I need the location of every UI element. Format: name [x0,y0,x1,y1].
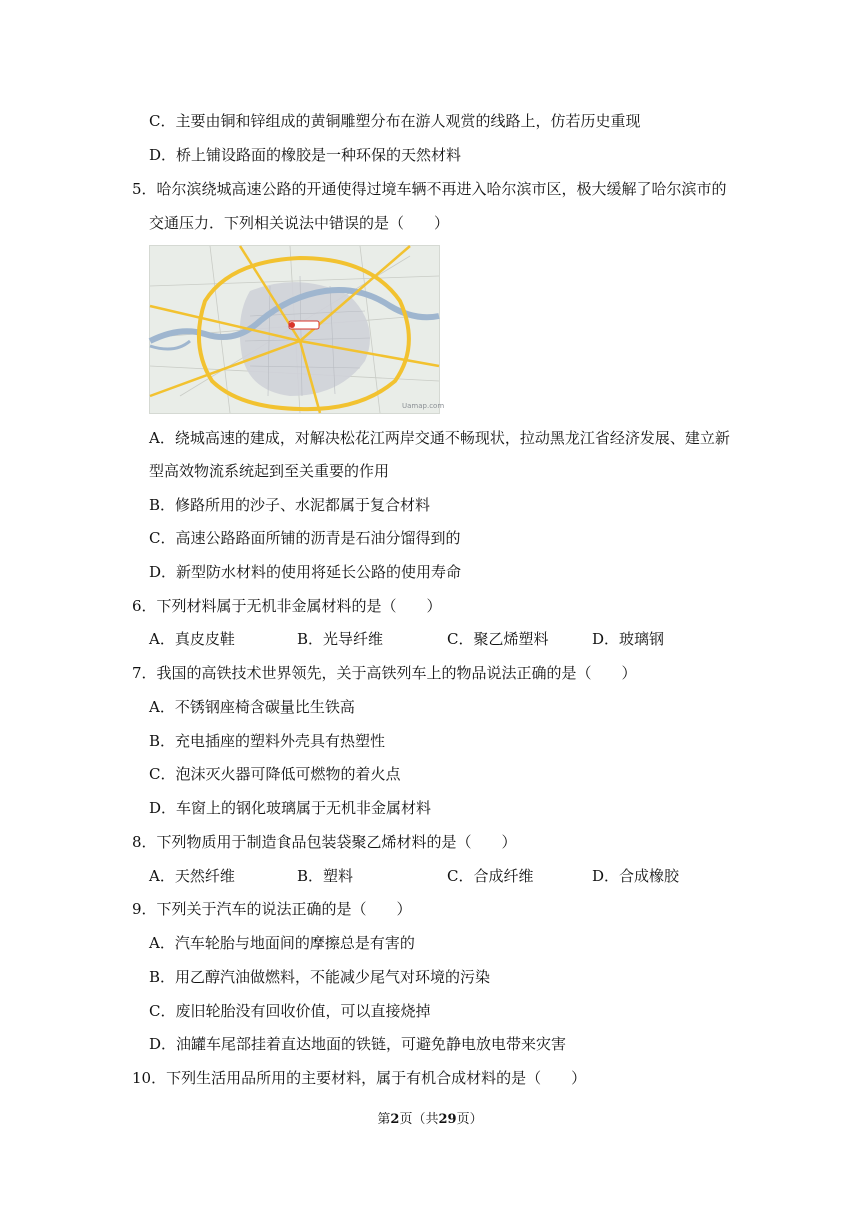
footer-page-number: 2 [390,1112,400,1127]
q8-option-d: D．合成橡胶 [592,867,680,885]
q5-option-c: C．高速公路路面所铺的沥青是石油分馏得到的 [149,529,461,547]
q5-stem-line2: 交通压力．下列相关说法中错误的是（ ） [149,214,450,232]
q9-option-b: B．用乙醇汽油做燃料，不能减少尾气对环境的污染 [149,968,491,986]
q4-option-c: C．主要由铜和锌组成的黄铜雕塑分布在游人观赏的线路上，仿若历史重现 [149,112,641,130]
q4-option-d: D．桥上铺设路面的橡胶是一种环保的天然材料 [149,146,462,164]
q6-option-b: B．光导纤维 [297,630,384,648]
q6-option-d: D．玻璃钢 [592,630,665,648]
q8-option-b: B．塑料 [297,867,354,885]
footer-suffix: 页） [456,1112,483,1127]
q7-option-c: C．泡沫灭火器可降低可燃物的着火点 [149,765,401,783]
q7-option-a: A．不锈钢座椅含碳量比生铁高 [149,698,355,716]
q6-stem: 6．下列材料属于无机非金属材料的是（ ） [132,597,442,615]
map-watermark: Uamap.com [402,402,445,410]
q5-stem-line1: 5．哈尔滨绕城高速公路的开通使得过境车辆不再进入哈尔滨市区，极大缓解了哈尔滨市的 [132,180,727,198]
harbin-ring-road-map [149,245,445,414]
q7-stem: 7．我国的高铁技术世界领先，关于高铁列车上的物品说法正确的是（ ） [132,664,637,682]
q8-option-c: C．合成纤维 [447,867,534,885]
q5-option-a-line1: A．绕城高速的建成，对解决松花江两岸交通不畅现状，拉动黑龙江省经济发展、建立新 [149,429,730,447]
footer-total-pages: 29 [438,1112,457,1127]
q9-option-d: D．油罐车尾部挂着直达地面的铁链，可避免静电放电带来灾害 [149,1035,567,1053]
q8-stem: 8．下列物质用于制造食品包装袋聚乙烯材料的是（ ） [132,833,517,851]
q5-option-a-line2: 型高效物流系统起到至关重要的作用 [149,462,390,480]
page-footer [0,1111,860,1129]
q8-option-a: A．天然纤维 [149,867,235,885]
q10-stem: 10．下列生活用品所用的主要材料，属于有机合成材料的是（ ） [132,1069,587,1087]
footer-prefix: 第 [377,1112,391,1127]
q7-option-d: D．车窗上的钢化玻璃属于无机非金属材料 [149,799,432,817]
q5-option-d: D．新型防水材料的使用将延长公路的使用寿命 [149,563,462,581]
q9-option-c: C．废旧轮胎没有回收价值，可以直接烧掉 [149,1002,431,1020]
q9-stem: 9．下列关于汽车的说法正确的是（ ） [132,900,412,918]
q6-option-c: C．聚乙烯塑料 [447,630,549,648]
q5-option-b: B．修路所用的沙子、水泥都属于复合材料 [149,496,431,514]
q6-option-a: A．真皮皮鞋 [149,630,235,648]
q9-option-a: A．汽车轮胎与地面间的摩擦总是有害的 [149,934,415,952]
footer-mid: 页（共 [399,1112,439,1127]
q7-option-b: B．充电插座的塑料外壳具有热塑性 [149,732,386,750]
